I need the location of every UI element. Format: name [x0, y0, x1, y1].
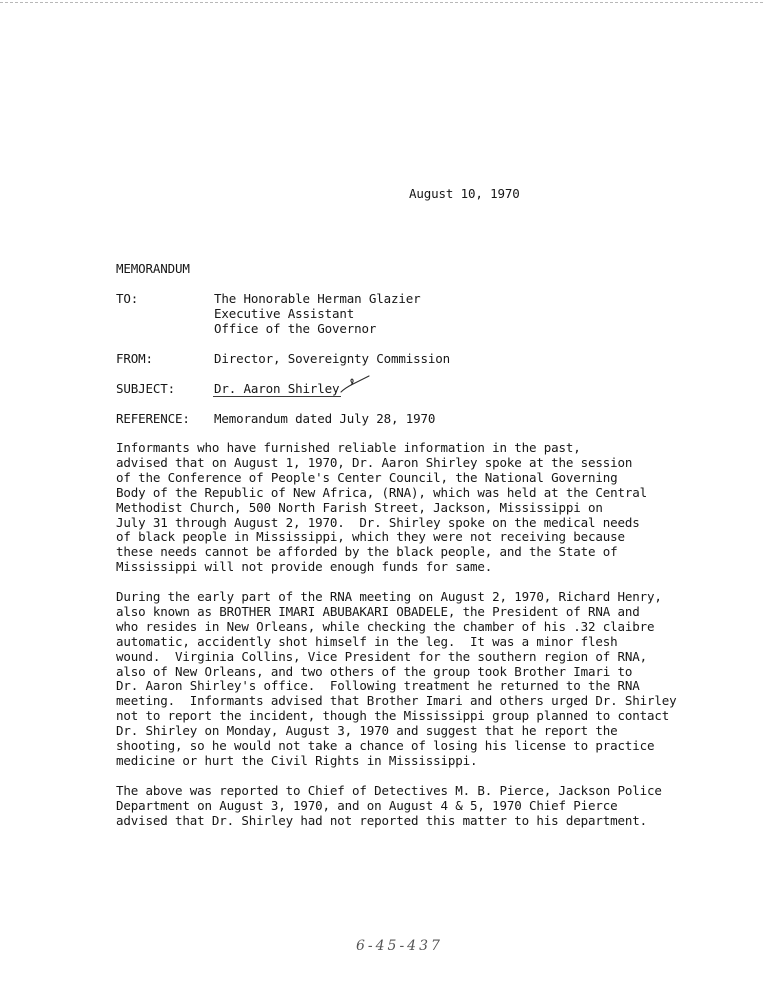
handwritten-check-mark [335, 370, 375, 398]
paragraph-line: meeting. Informants advised that Brother Imari and others urged Dr. Shirley [116, 693, 677, 709]
paragraph-line: these needs cannot be afforded by the black people, and the State of [116, 544, 618, 560]
paragraph-line: advised that on August 1, 1970, Dr. Aaron Shirley spoke at the session [116, 454, 633, 470]
paragraph-line: Dr. Shirley on Monday, August 3, 1970 and suggest that he report the [116, 723, 618, 739]
paragraph-line: of black people in Mississippi, which they were not receiving because [116, 529, 625, 545]
memo-heading: MEMORANDUM [116, 261, 190, 276]
paragraph-line: During the early part of the RNA meeting on August 2, 1970, Richard Henry, [116, 589, 662, 604]
paragraph-line: Informants who have furnished reliable information in the past, [116, 440, 581, 455]
paragraph-line: not to report the incident, though the Mississippi group planned to contact [116, 708, 670, 724]
paragraph-3 [116, 784, 706, 829]
paragraph-line: who resides in New Orleans, while checking the chamber of his .32 claibre [116, 618, 655, 634]
reference-label: REFERENCE: [116, 411, 190, 426]
paragraph-line: Body of the Republic of New Africa, (RNA), which was held at the Central [116, 484, 648, 500]
paragraph-line: automatic, accidently shot himself in the leg. It was a minor flesh [116, 633, 618, 649]
subject-value: Dr. Aaron Shirley [214, 381, 340, 396]
to-line-1: The Honorable Herman Glazier [214, 291, 421, 306]
paragraph-line: Department on August 3, 1970, and on August 4 & 5, 1970 Chief Pierce [116, 797, 618, 813]
paragraph-line: Methodist Church, 500 North Farish Street, Jackson, Mississippi on [116, 499, 603, 515]
paragraph-line: also of New Orleans, and two others of the group took Brother Imari to [116, 663, 633, 679]
to-line-2: Executive Assistant [214, 306, 355, 321]
paragraph-line: The above was reported to Chief of Detectives M. B. Pierce, Jackson Police [116, 783, 662, 798]
subject-underline [213, 396, 341, 397]
to-line-3: Office of the Governor [214, 321, 377, 336]
paragraph-1 [116, 441, 706, 575]
reference-value: Memorandum dated July 28, 1970 [214, 411, 436, 426]
to-label: TO: [116, 291, 139, 306]
from-value: Director, Sovereignty Commission [214, 351, 451, 366]
paragraph-line: Dr. Aaron Shirley's office. Following treatment he returned to the RNA [116, 678, 640, 694]
handwritten-document-number: 6-45-437 [356, 938, 443, 954]
paragraph-line: shooting, so he would not take a chance of losing his license to practice [116, 738, 655, 754]
subject-label: SUBJECT: [116, 381, 176, 396]
paragraph-line: of the Conference of People's Center Council, the National Governing [116, 469, 618, 485]
paragraph-line: medicine or hurt the Civil Rights in Mississippi. [116, 752, 478, 768]
paragraph-line: advised that Dr. Shirley had not reported this matter to his department. [116, 812, 648, 828]
paragraph-line: July 31 through August 2, 1970. Dr. Shirley spoke on the medical needs [116, 514, 640, 530]
memo-date: August 10, 1970 [409, 186, 520, 201]
page-top-edge [0, 2, 763, 3]
from-label: FROM: [116, 351, 153, 366]
paragraph-2 [116, 590, 706, 769]
paragraph-line: Mississippi will not provide enough funds for same. [116, 559, 493, 575]
paragraph-line: wound. Virginia Collins, Vice President for the southern region of RNA, [116, 648, 648, 664]
paragraph-line: also known as BROTHER IMARI ABUBAKARI OBADELE, the President of RNA and [116, 603, 640, 619]
